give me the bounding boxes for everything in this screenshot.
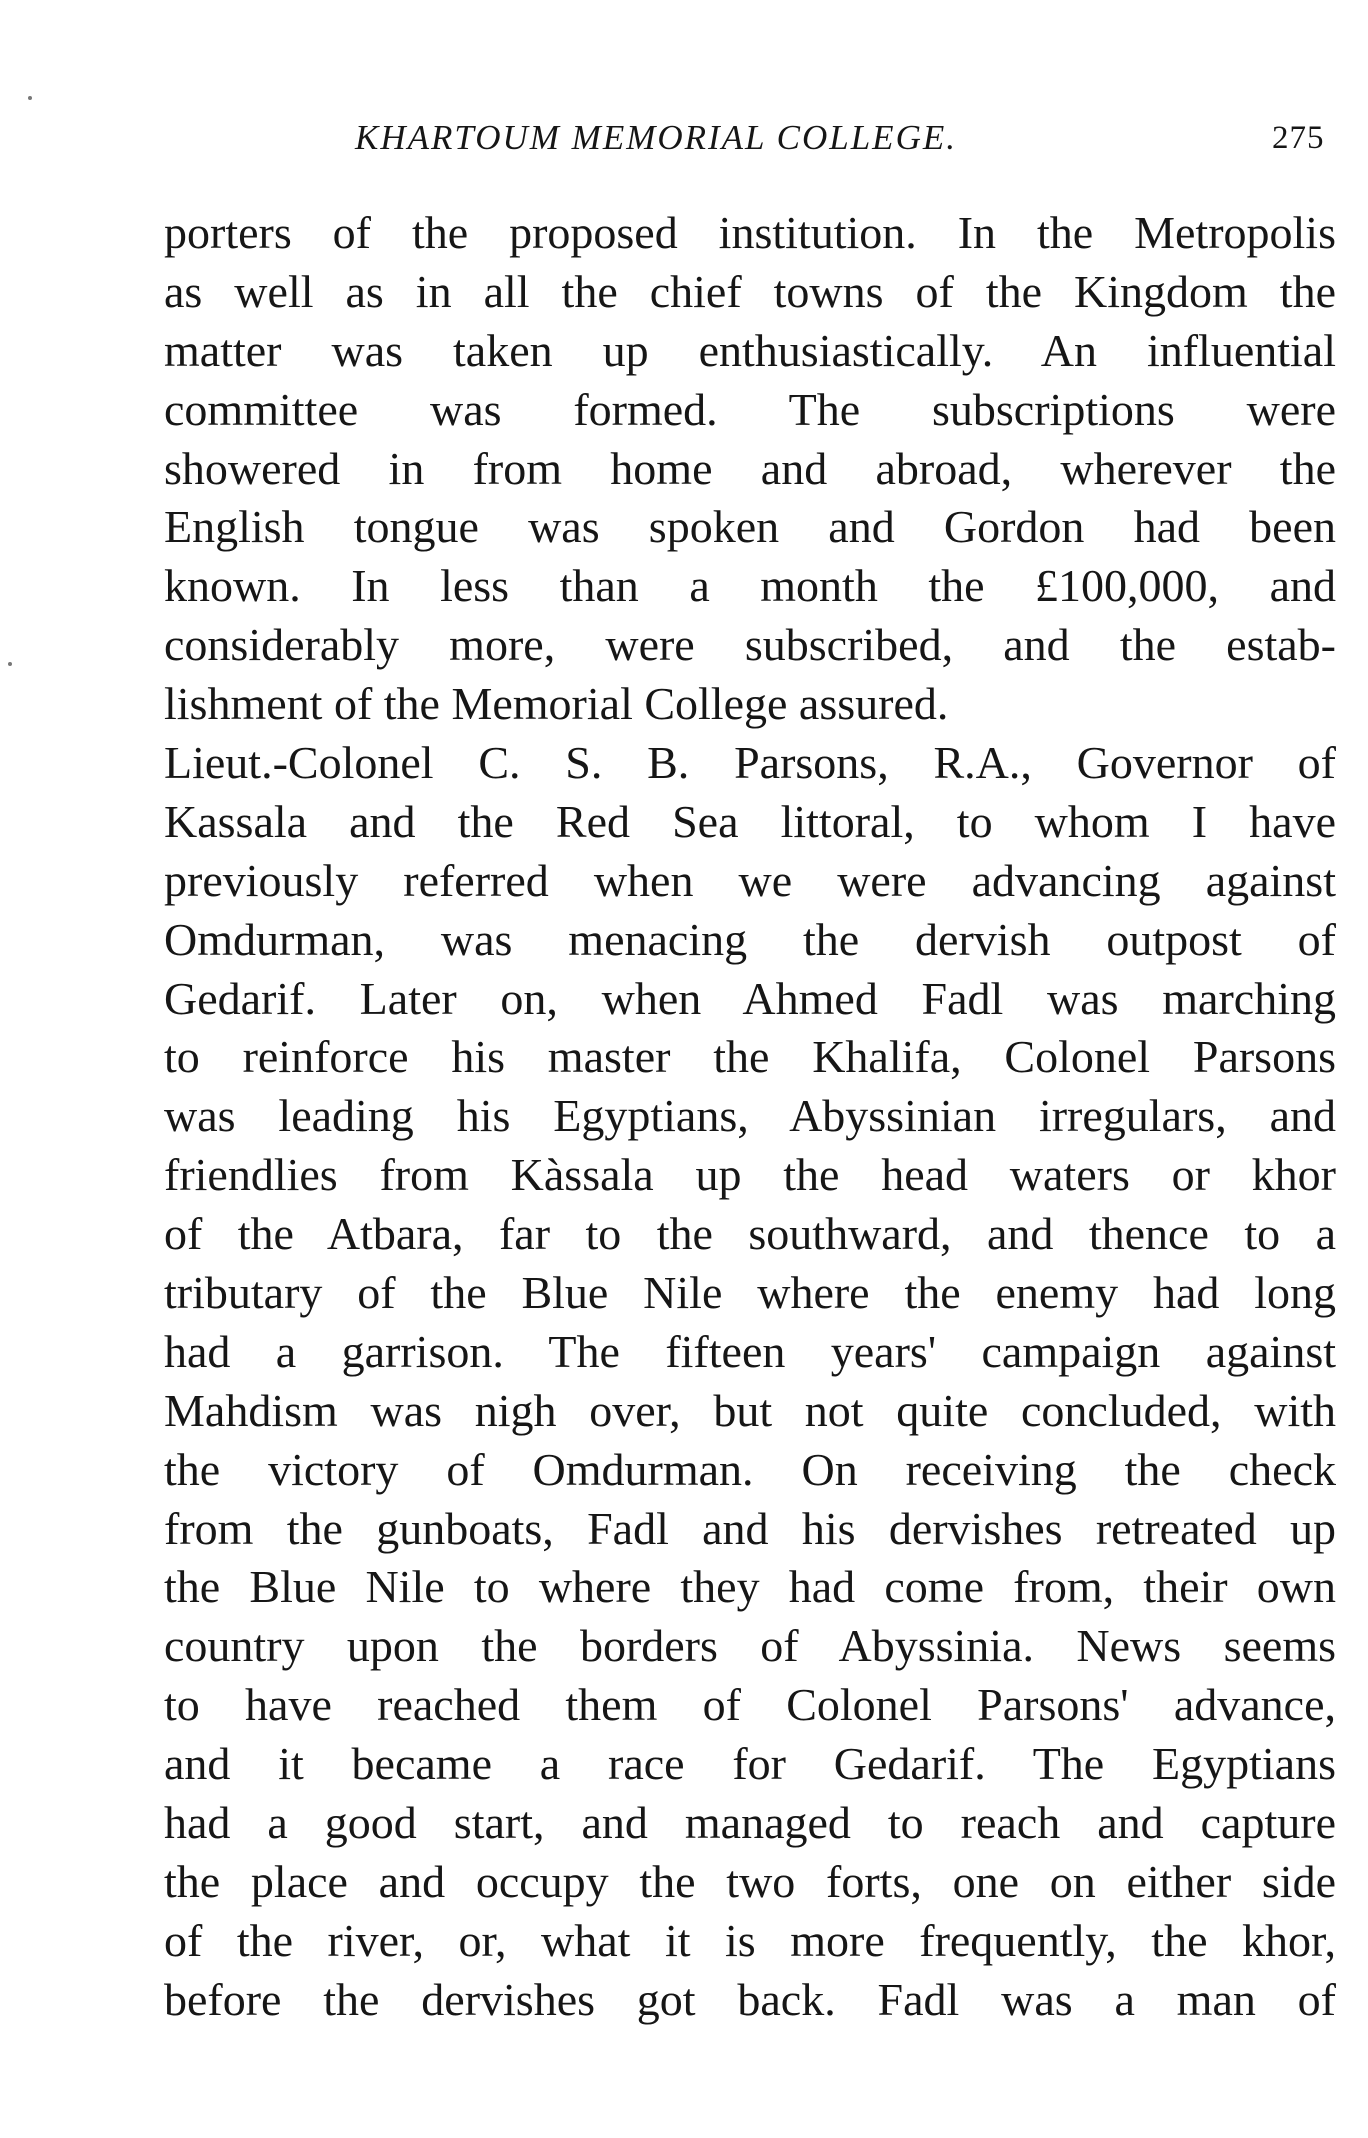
text-line: friendlies from Kàssala up the head waters or khor (164, 1149, 1336, 1201)
text-line: Mahdism was nigh over, but not quite concluded, with (164, 1384, 1336, 1436)
text-line: considerably more, were subscribed, and the estab- (164, 619, 1336, 671)
text-line: to have reached them of Colonel Parsons' advance, (164, 1679, 1336, 1731)
text-line: showered in from home and abroad, wherever the (164, 442, 1336, 494)
text-line: and it became a race for Gedarif. The Egyptians (164, 1738, 1336, 1790)
body-text (164, 204, 1336, 2030)
text-line: Omdurman, was menacing the dervish outpost of (164, 913, 1336, 965)
text-line: the place and occupy the two forts, one on either side (164, 1855, 1336, 1907)
text-line: to reinforce his master the Khalifa, Colonel Parsons (164, 1031, 1336, 1083)
text-line: had a good start, and managed to reach and capture (164, 1797, 1336, 1849)
text-line: English tongue was spoken and Gordon had been (164, 501, 1336, 553)
text-line: as well as in all the chief towns of the Kingdom the (164, 265, 1336, 317)
text-line: had a garrison. The fifteen years' campaign against (164, 1325, 1336, 1377)
text-line: matter was taken up enthusiastically. An influential (164, 324, 1336, 376)
paragraph-end-line: lishment of the Memorial College assured. (164, 678, 949, 730)
text-line: known. In less than a month the £100,000, and (164, 560, 1336, 612)
text-line: the Blue Nile to where they had come from, their own (164, 1561, 1336, 1613)
text-line: of the river, or, what it is more frequently, the khor, (164, 1914, 1336, 1966)
text-line: previously referred when we were advancing against (164, 854, 1336, 906)
text-line: country upon the borders of Abyssinia. News seems (164, 1620, 1336, 1672)
text-line: was leading his Egyptians, Abyssinian irregulars, and (164, 1090, 1336, 1142)
text-line: Kassala and the Red Sea littoral, to whom I have (164, 795, 1336, 847)
page-number: 275 (1272, 120, 1325, 156)
scan-speck (28, 96, 32, 100)
running-title: KHARTOUM MEMORIAL COLLEGE. (355, 118, 957, 157)
paragraph-start-line: Lieut.-Colonel C. S. B. Parsons, R.A., Governor of (164, 737, 1336, 789)
page-header (0, 118, 1368, 168)
text-line: of the Atbara, far to the southward, and thence to a (164, 1208, 1336, 1260)
text-line: porters of the proposed institution. In the Metropolis (164, 207, 1336, 258)
text-line: tributary of the Blue Nile where the enemy had long (164, 1267, 1336, 1319)
text-line: the victory of Omdurman. On receiving the check (164, 1443, 1336, 1495)
text-line: committee was formed. The subscriptions were (164, 383, 1336, 435)
text-line: before the dervishes got back. Fadl was a man of (164, 1973, 1336, 2025)
scan-speck (8, 662, 12, 666)
text-line: from the gunboats, Fadl and his dervishes retreated up (164, 1502, 1336, 1554)
text-line: Gedarif. Later on, when Ahmed Fadl was marching (164, 972, 1336, 1024)
